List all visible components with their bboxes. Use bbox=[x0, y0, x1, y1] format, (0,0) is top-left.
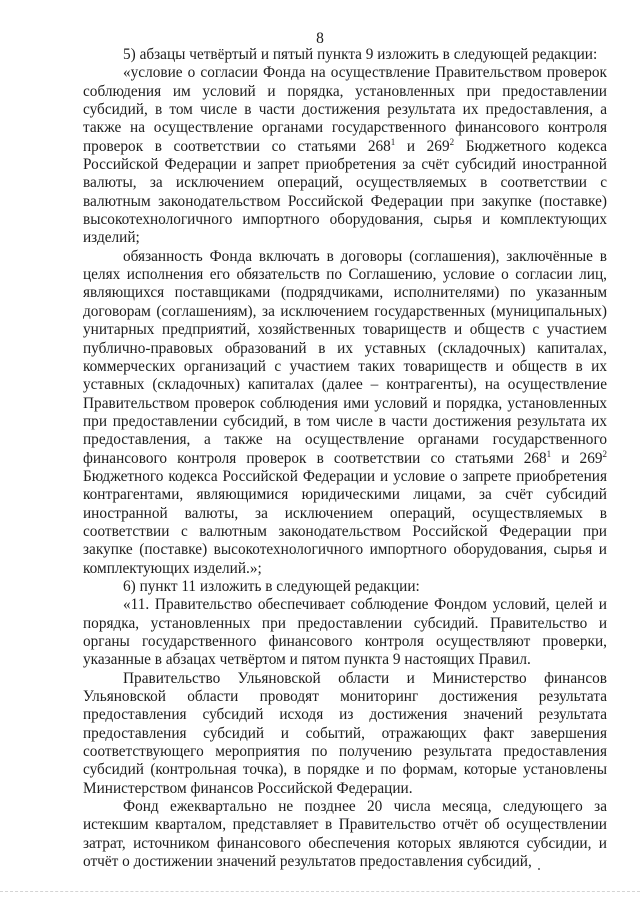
paragraph-item-11: «11. Правительство обеспечивает соблюдение Фондом условий, целей и порядка, установленных при предоставлении субсидий. Правительство и органы государственного финансового контроля осуществляют проверки, указанные в абзацах четвёртом и пятом пункта 9 настоящих Правил. bbox=[83, 596, 607, 669]
paragraph-text: и 269 bbox=[395, 137, 450, 155]
paragraph-quarterly-report: Фонд ежеквартально не позднее 20 числа месяца, следующего за истекшим кварталом, представляет в Правительство отчёт об осуществлении затрат, источником финансового обеспечения которых являются субсидии, и отчёт о достижении значений результатов предоставления субсидий, bbox=[83, 798, 607, 871]
paragraph-item-6: 6) пункт 11 изложить в следующей редакции: bbox=[123, 577, 420, 595]
paragraph-condition-consent bbox=[83, 64, 607, 247]
paragraph-fund-obligation bbox=[83, 248, 607, 578]
superscript: 1 bbox=[546, 448, 552, 459]
paragraph-monitoring: Правительство Ульяновской области и Министерство финансов Ульяновской области проводят мониторинг достижения результата предоставления субсидий исходя из достижения значений результата предоставления субсидий и событий, отражающих факт завершения соответствующего мероприятия по получению результата предоставления субсидий (контрольная точка), в порядке и по формам, которые установлены Министерством финансов Российской Федерации. bbox=[83, 669, 607, 797]
superscript: 2 bbox=[449, 136, 455, 147]
paragraph-text: Бюджетного кодекса Российской Федерации и условие о запрете приобретения контрагентами, являющимися юридическими лицами, за счёт субсидий иностранной валюты, за исключением операций, осуществляемых в соответствии с валютным законодательством Российской Федерации при закупке (поставке) высокотехнологичного импортного оборудования, сырья и комплектующих изделий.»; bbox=[83, 467, 607, 577]
document-body bbox=[83, 46, 607, 871]
scan-speck bbox=[538, 868, 540, 870]
paragraph-text: обязанность Фонда включать в договоры (соглашения), заключённые в целях исполнения его обязательств по Соглашению, условие о согласии лиц, являющихся поставщиками (подрядчиками, исполнителями) по указанным договорам (соглашениям), за исключением государственных (муниципальных) унитарных предприятий, хозяйственных товариществ и обществ с участием публично-правовых образований в их уставных (складочных) капиталах, коммерческих организаций с участием таких товариществ и обществ в их уставных (складочных) капиталах (далее – контрагенты), на осуществление Правительством проверок соблюдения ими условий и порядка, установленных при предоставлении субсидий, в том числе в части достижения результата их предоставления, а также на осуществление органами государственного финансового контроля проверок в соответствии со статьями 268 bbox=[83, 247, 607, 467]
paragraph-item-5: 5) абзацы четвёртый и пятый пункта 9 изложить в следующей редакции: bbox=[123, 46, 598, 63]
page-number: 8 bbox=[316, 30, 324, 47]
superscript: 1 bbox=[390, 136, 396, 147]
scan-edge-line bbox=[0, 891, 640, 892]
paragraph-text: и 269 bbox=[551, 449, 603, 467]
paragraph-text: Бюджетного кодекса Российской Федерации и запрет приобретения за счёт субсидий иностранной валюты, за исключением операций, осуществляемых в соответствии с валютным законодательством Российской Федерации при закупке (поставке) высокотехнологичного импортного оборудования, сырья и комплектующих изделий; bbox=[83, 137, 607, 247]
paragraph-text: «условие о согласии Фонда на осуществление Правительством проверок соблюдения им условий и порядка, установленных при предоставлении субсидий, в том числе в части достижения результата их предоставления, а также на осуществление органами государственного финансового контроля проверок в соответствии со статьями 268 bbox=[83, 64, 607, 155]
superscript: 2 bbox=[602, 448, 607, 459]
